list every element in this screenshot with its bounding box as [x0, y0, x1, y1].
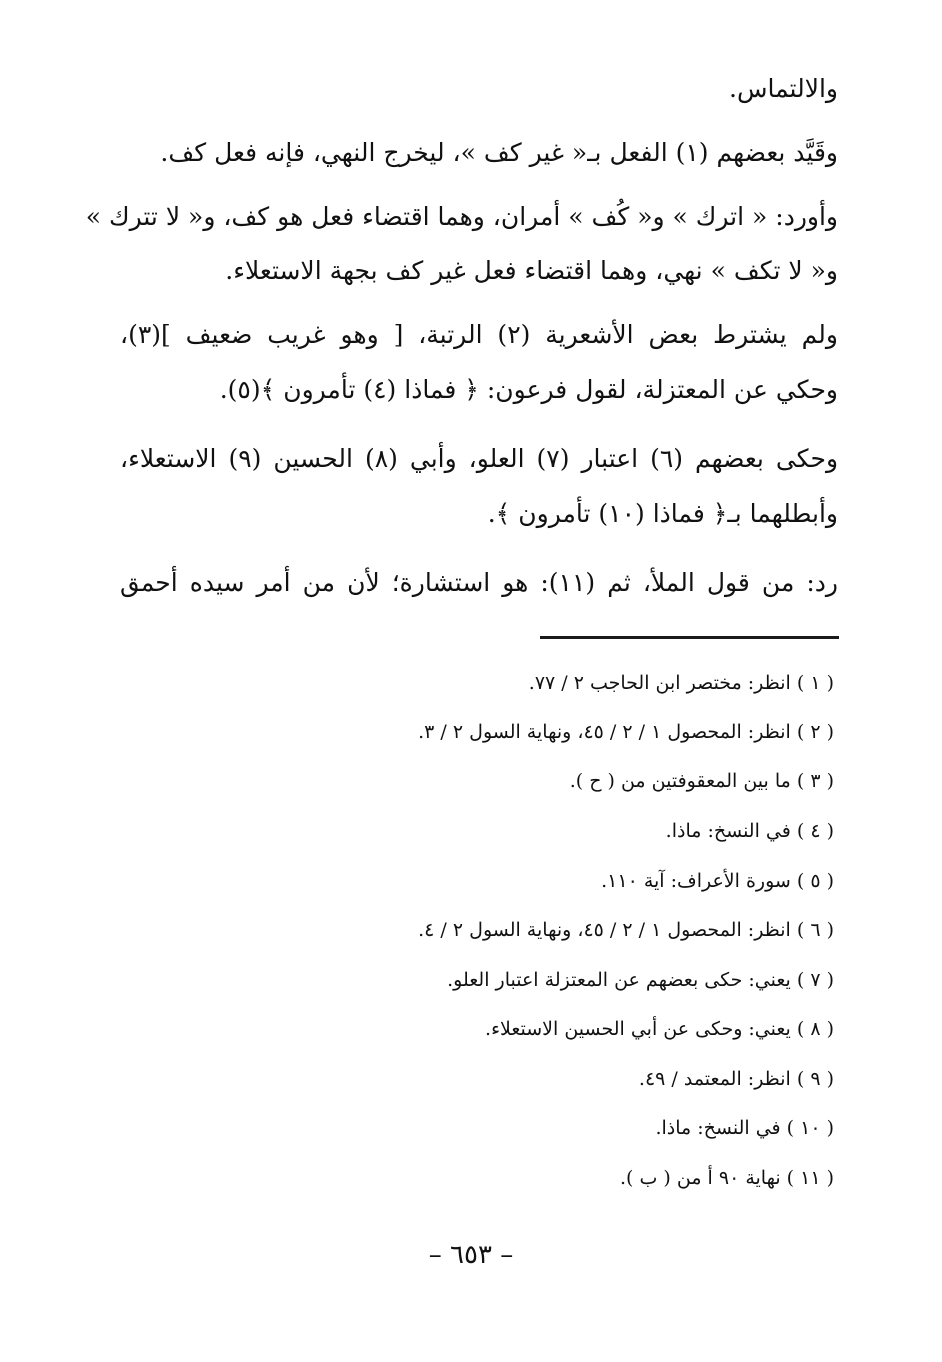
footnote-8: ( ٨ ) يعني: وحكى عن أبي الحسين الاستعلاء. — [485, 1018, 834, 1040]
body-line-5: ولم يشترط بعض الأشعرية (٢) الرتبة، [ وهو غريب ضعيف ](٣)، — [120, 320, 838, 349]
footnote-separator — [540, 636, 839, 639]
body-line-2: وقَيَّد بعضهم (١) الفعل بـ« غير كف »، ليخرج النهي، فإنه فعل كف. — [160, 138, 838, 167]
body-line-1: والالتماس. — [729, 74, 838, 103]
footnote-9: ( ٩ ) انظر: المعتمد / ٤٩. — [638, 1068, 834, 1090]
footnote-6: ( ٦ ) انظر: المحصول ١ / ٢ / ٤٥، ونهاية السول ٢ / ٤. — [418, 919, 834, 941]
footnote-10: ( ١٠ ) في النسخ: ماذا. — [655, 1117, 834, 1139]
footnote-7: ( ٧ ) يعني: حكى بعضهم عن المعتزلة اعتبار العلو. — [447, 969, 834, 991]
body-line-4: و« لا تكف » نهي، وهما اقتضاء فعل غير كف بجهة الاستعلاء. — [225, 256, 838, 285]
footnote-1: ( ١ ) انظر: مختصر ابن الحاجب ٢ / ٧٧. — [528, 672, 834, 694]
body-line-3: وأورد: « اترك » و« كُف » أمران، وهما اقتضاء فعل هو كف، و« لا تترك » — [85, 202, 838, 231]
footnote-4: ( ٤ ) في النسخ: ماذا. — [665, 820, 834, 842]
footnote-3: ( ٣ ) ما بين المعقوفتين من ( ح ). — [569, 770, 834, 792]
body-line-7: وحكى بعضهم (٦) اعتبار (٧) العلو، وأبي (٨) الحسين (٩) الاستعلاء، — [120, 444, 839, 473]
body-line-6: وحكي عن المعتزلة، لقول فرعون: ﴿ فماذا (٤) تأمرون ﴾(٥). — [219, 375, 838, 404]
body-line-8: وأبطلهما بـ﴿ فماذا (١٠) تأمرون ﴾. — [487, 499, 838, 528]
page-number: – ٦٥٣ – — [428, 1240, 514, 1270]
footnote-2: ( ٢ ) انظر: المحصول ١ / ٢ / ٤٥، ونهاية السول ٢ / ٣. — [418, 721, 834, 743]
footnote-11: ( ١١ ) نهاية ٩٠ أ من ( ب ). — [619, 1167, 834, 1189]
body-line-9: رد: من قول الملأ، ثم (١١): هو استشارة؛ لأن من أمر سيده أحمق — [120, 568, 838, 597]
footnote-5: ( ٥ ) سورة الأعراف: آية ١١٠. — [601, 870, 834, 892]
